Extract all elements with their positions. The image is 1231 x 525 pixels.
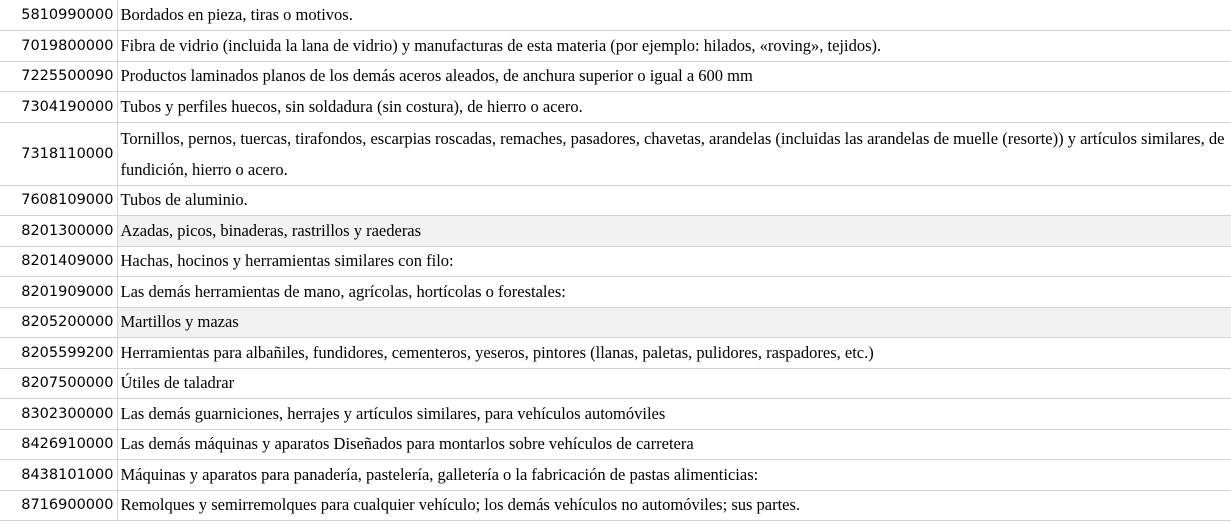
code-cell[interactable]: 8201409000 — [0, 246, 117, 277]
code-cell[interactable]: 8207500000 — [0, 368, 117, 399]
table-row[interactable] — [0, 338, 1231, 369]
code-cell[interactable]: 8438101000 — [0, 460, 117, 491]
table-row[interactable] — [0, 277, 1231, 308]
description-cell[interactable]: Fibra de vidrio (incluida la lana de vidrio) y manufacturas de esta materia (por ejemplo: hilados, «roving», tejidos). — [117, 31, 1231, 62]
code-cell[interactable]: 8205200000 — [0, 307, 117, 338]
description-cell[interactable]: Las demás herramientas de mano, agrícolas, hortícolas o forestales: — [117, 277, 1231, 308]
table-row[interactable] — [0, 368, 1231, 399]
description-cell[interactable]: Productos laminados planos de los demás aceros aleados, de anchura superior o igual a 600 mm — [117, 61, 1231, 92]
code-cell[interactable]: 7304190000 — [0, 92, 117, 123]
description-cell[interactable]: Bordados en pieza, tiras o motivos. — [117, 0, 1231, 31]
description-cell[interactable]: Tubos y perfiles huecos, sin soldadura (sin costura), de hierro o acero. — [117, 92, 1231, 123]
code-cell[interactable]: 8205599200 — [0, 338, 117, 369]
code-cell[interactable]: 8302300000 — [0, 399, 117, 430]
description-cell[interactable]: Las demás máquinas y aparatos Diseñados para montarlos sobre vehículos de carretera — [117, 429, 1231, 460]
description-cell[interactable]: Azadas, picos, binaderas, rastrillos y raederas — [117, 216, 1231, 247]
table-row[interactable] — [0, 429, 1231, 460]
code-cell[interactable]: 8201909000 — [0, 277, 117, 308]
table-row[interactable] — [0, 399, 1231, 430]
table-row[interactable] — [0, 122, 1231, 185]
code-cell[interactable]: 8716900000 — [0, 490, 117, 521]
code-cell[interactable]: 7608109000 — [0, 185, 117, 216]
description-cell[interactable]: Máquinas y aparatos para panadería, pastelería, galletería o la fabricación de pastas alimenticias: — [117, 460, 1231, 491]
table-row[interactable] — [0, 460, 1231, 491]
table-row[interactable] — [0, 92, 1231, 123]
table-row[interactable] — [0, 31, 1231, 62]
table-row[interactable] — [0, 185, 1231, 216]
code-cell[interactable]: 8201300000 — [0, 216, 117, 247]
description-cell[interactable]: Herramientas para albañiles, fundidores, cementeros, yeseros, pintores (llanas, paletas, pulidores, raspadores, etc.) — [117, 338, 1231, 369]
description-cell[interactable]: Martillos y mazas — [117, 307, 1231, 338]
table-row[interactable] — [0, 307, 1231, 338]
code-cell[interactable]: 5810990000 — [0, 0, 117, 31]
description-cell[interactable]: Hachas, hocinos y herramientas similares con filo: — [117, 246, 1231, 277]
table-row[interactable] — [0, 61, 1231, 92]
code-cell[interactable]: 7019800000 — [0, 31, 117, 62]
code-cell[interactable]: 8426910000 — [0, 429, 117, 460]
code-cell[interactable]: 7225500090 — [0, 61, 117, 92]
description-cell[interactable]: Remolques y semirremolques para cualquier vehículo; los demás vehículos no automóviles; sus partes. — [117, 490, 1231, 521]
description-cell[interactable]: Tornillos, pernos, tuercas, tirafondos, escarpias roscadas, remaches, pasadores, chavetas, arandelas (incluidas las arandelas de muelle (resorte)) y artículos similares, de fundición, hierro o acero. — [117, 122, 1231, 185]
description-cell[interactable]: Las demás guarniciones, herrajes y artículos similares, para vehículos automóviles — [117, 399, 1231, 430]
table-row[interactable] — [0, 216, 1231, 247]
table-row[interactable] — [0, 246, 1231, 277]
table-row[interactable] — [0, 0, 1231, 31]
description-cell[interactable]: Útiles de taladrar — [117, 368, 1231, 399]
code-cell[interactable]: 7318110000 — [0, 122, 117, 185]
description-cell[interactable]: Tubos de aluminio. — [117, 185, 1231, 216]
table-row[interactable] — [0, 490, 1231, 521]
